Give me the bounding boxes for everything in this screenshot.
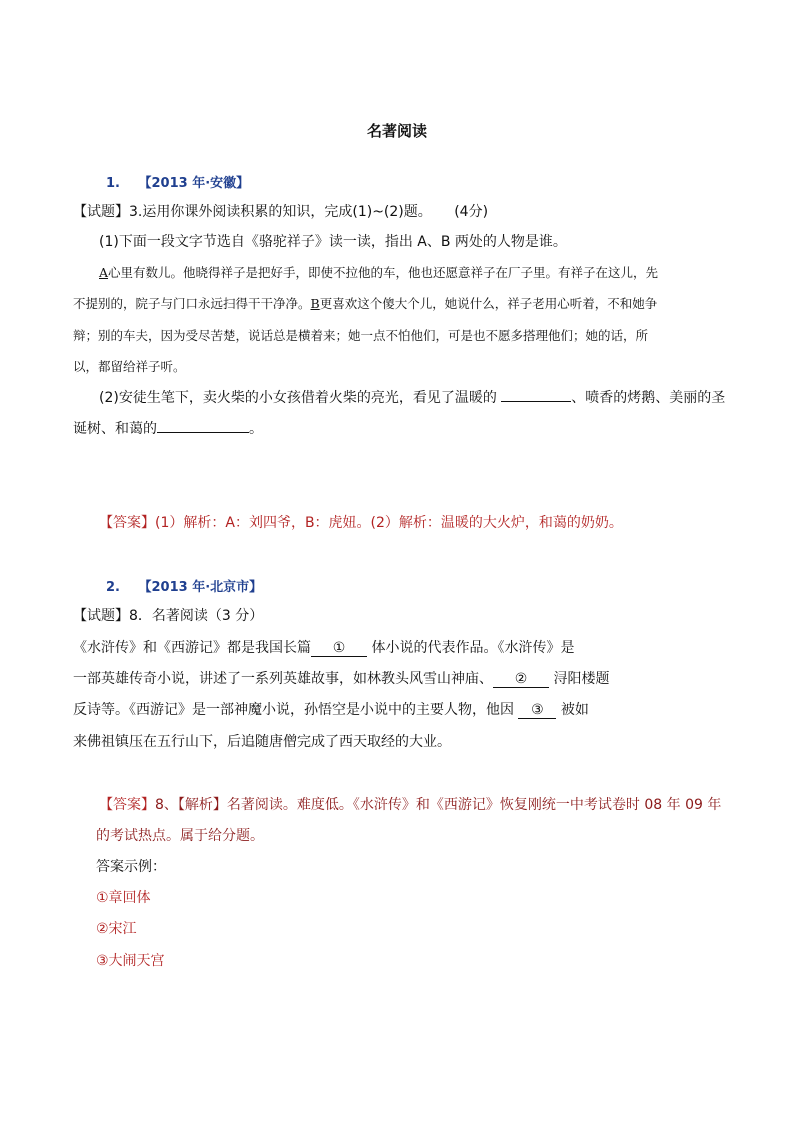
q2-line-4: 来佛祖镇压在五行山下，后追随唐僧完成了西天取经的大业。 (73, 734, 451, 750)
q2-line-2 (73, 668, 609, 688)
q1-part2-line1 (99, 387, 725, 407)
q1-number: 1. (106, 176, 120, 191)
q2-prompt-text: 8．名著阅读（3 分） (129, 608, 264, 624)
passage-line-2b: 更喜欢这个傻大个儿，她说什么，祥子老用心听着，不和她争 (319, 296, 658, 311)
q1-answer-text: (1）解析：A：刘四爷，B：虎妞。(2）解析：温暖的大火炉，和蔼的奶奶。 (155, 515, 623, 531)
q2-line-3a: 反诗等。《西游记》是一部神魔小说，孙悟空是小说中的主要人物，他因 (73, 702, 514, 718)
q1-part2-b: 、喷香的烤鹅、美丽的圣 (571, 390, 726, 406)
q2-line-1 (73, 637, 574, 657)
q2-line-2b: 浔阳楼题 (553, 671, 610, 687)
q2-line-1b: 体小说的代表作品。《水浒传》是 (371, 640, 575, 656)
q2-answer-line-2: 的考试热点。属于给分题。 (96, 828, 264, 844)
q2-blank-2[interactable]: ② (493, 671, 549, 688)
q1-score: (4分) (454, 204, 489, 220)
q2-prompt-label: 【试题】 (73, 608, 129, 624)
q1-part1: (1)下面一段文字节选自《骆驼祥子》读一读，指出 A、B 两处的人物是谁。 (99, 234, 567, 250)
passage-line-1-text: 心里有数儿。他晓得祥子是把好手，即使不拉他的车，他也还愿意祥子在厂子里。有祥子在这儿，先 (108, 265, 659, 280)
q1-prompt-text: 3.运用你课外阅读积累的知识，完成(1)~(2)题。 (129, 204, 432, 220)
q1-blank-2[interactable] (157, 418, 249, 433)
q2-prompt (73, 605, 263, 625)
q1-source: 【2013 年·安徽】 (138, 176, 250, 191)
q2-blank-3[interactable]: ③ (518, 702, 556, 719)
q1-part2-d: 。 (249, 421, 263, 437)
q2-line-3 (73, 699, 589, 719)
q1-prompt-label: 【试题】 (73, 204, 129, 220)
passage-line-2 (73, 294, 657, 312)
q2-source: 【2013 年·北京市】 (138, 580, 263, 595)
q2-answer-item-1: ①章回体 (96, 890, 151, 906)
q2-answer-line-3: 答案示例： (96, 859, 166, 875)
passage-mark-b: B (310, 296, 320, 311)
q1-part2-line2 (73, 418, 263, 438)
passage-line-3: 辩；别的车夫，因为受尽苦楚，说话总是横着来；她一点不怕他们，可是也不愿多搭理他们；她的话，所 (73, 328, 649, 343)
q2-answer-text-1: 8、【解析】名著阅读。难度低。《水浒传》和《西游记》恢复刚统一中考试卷时 08 年 09 年 (155, 797, 722, 813)
q1-prompt (73, 201, 488, 221)
q1-part2-c: 诞树、和蔼的 (73, 421, 157, 437)
q1-part2-a: (2)安徒生笔下，卖火柴的小女孩借着火柴的亮光，看见了温暖的 (99, 390, 497, 406)
passage-line-1 (99, 263, 658, 281)
q2-answer-item-2: ②宋江 (96, 921, 137, 937)
q2-line-3b: 被如 (560, 702, 589, 718)
q2-number: 2. (106, 580, 120, 595)
q1-answer (99, 512, 623, 532)
q2-answer-line-1 (99, 794, 721, 814)
q2-blank-1[interactable]: ① (311, 640, 367, 657)
page-title: 名著阅读 (366, 122, 427, 140)
q2-answer-item-3: ③大闹天宫 (96, 953, 165, 969)
q1-blank-1[interactable] (501, 387, 571, 402)
q1-header (106, 172, 249, 191)
passage-line-4: 以，都留给祥子听。 (73, 359, 186, 374)
q2-line-1a: 《水浒传》和《西游记》都是我国长篇 (73, 640, 311, 656)
q2-header (106, 576, 262, 595)
q2-answer-label: 【答案】 (99, 797, 155, 813)
q2-line-2a: 一部英雄传奇小说，讲述了一系列英雄故事，如林教头风雪山神庙、 (73, 671, 493, 687)
passage-line-2a: 不提别的，院子与门口永远扫得干干净净。 (73, 296, 311, 311)
passage-mark-a: A (99, 265, 109, 280)
q1-answer-label: 【答案】 (99, 515, 155, 531)
